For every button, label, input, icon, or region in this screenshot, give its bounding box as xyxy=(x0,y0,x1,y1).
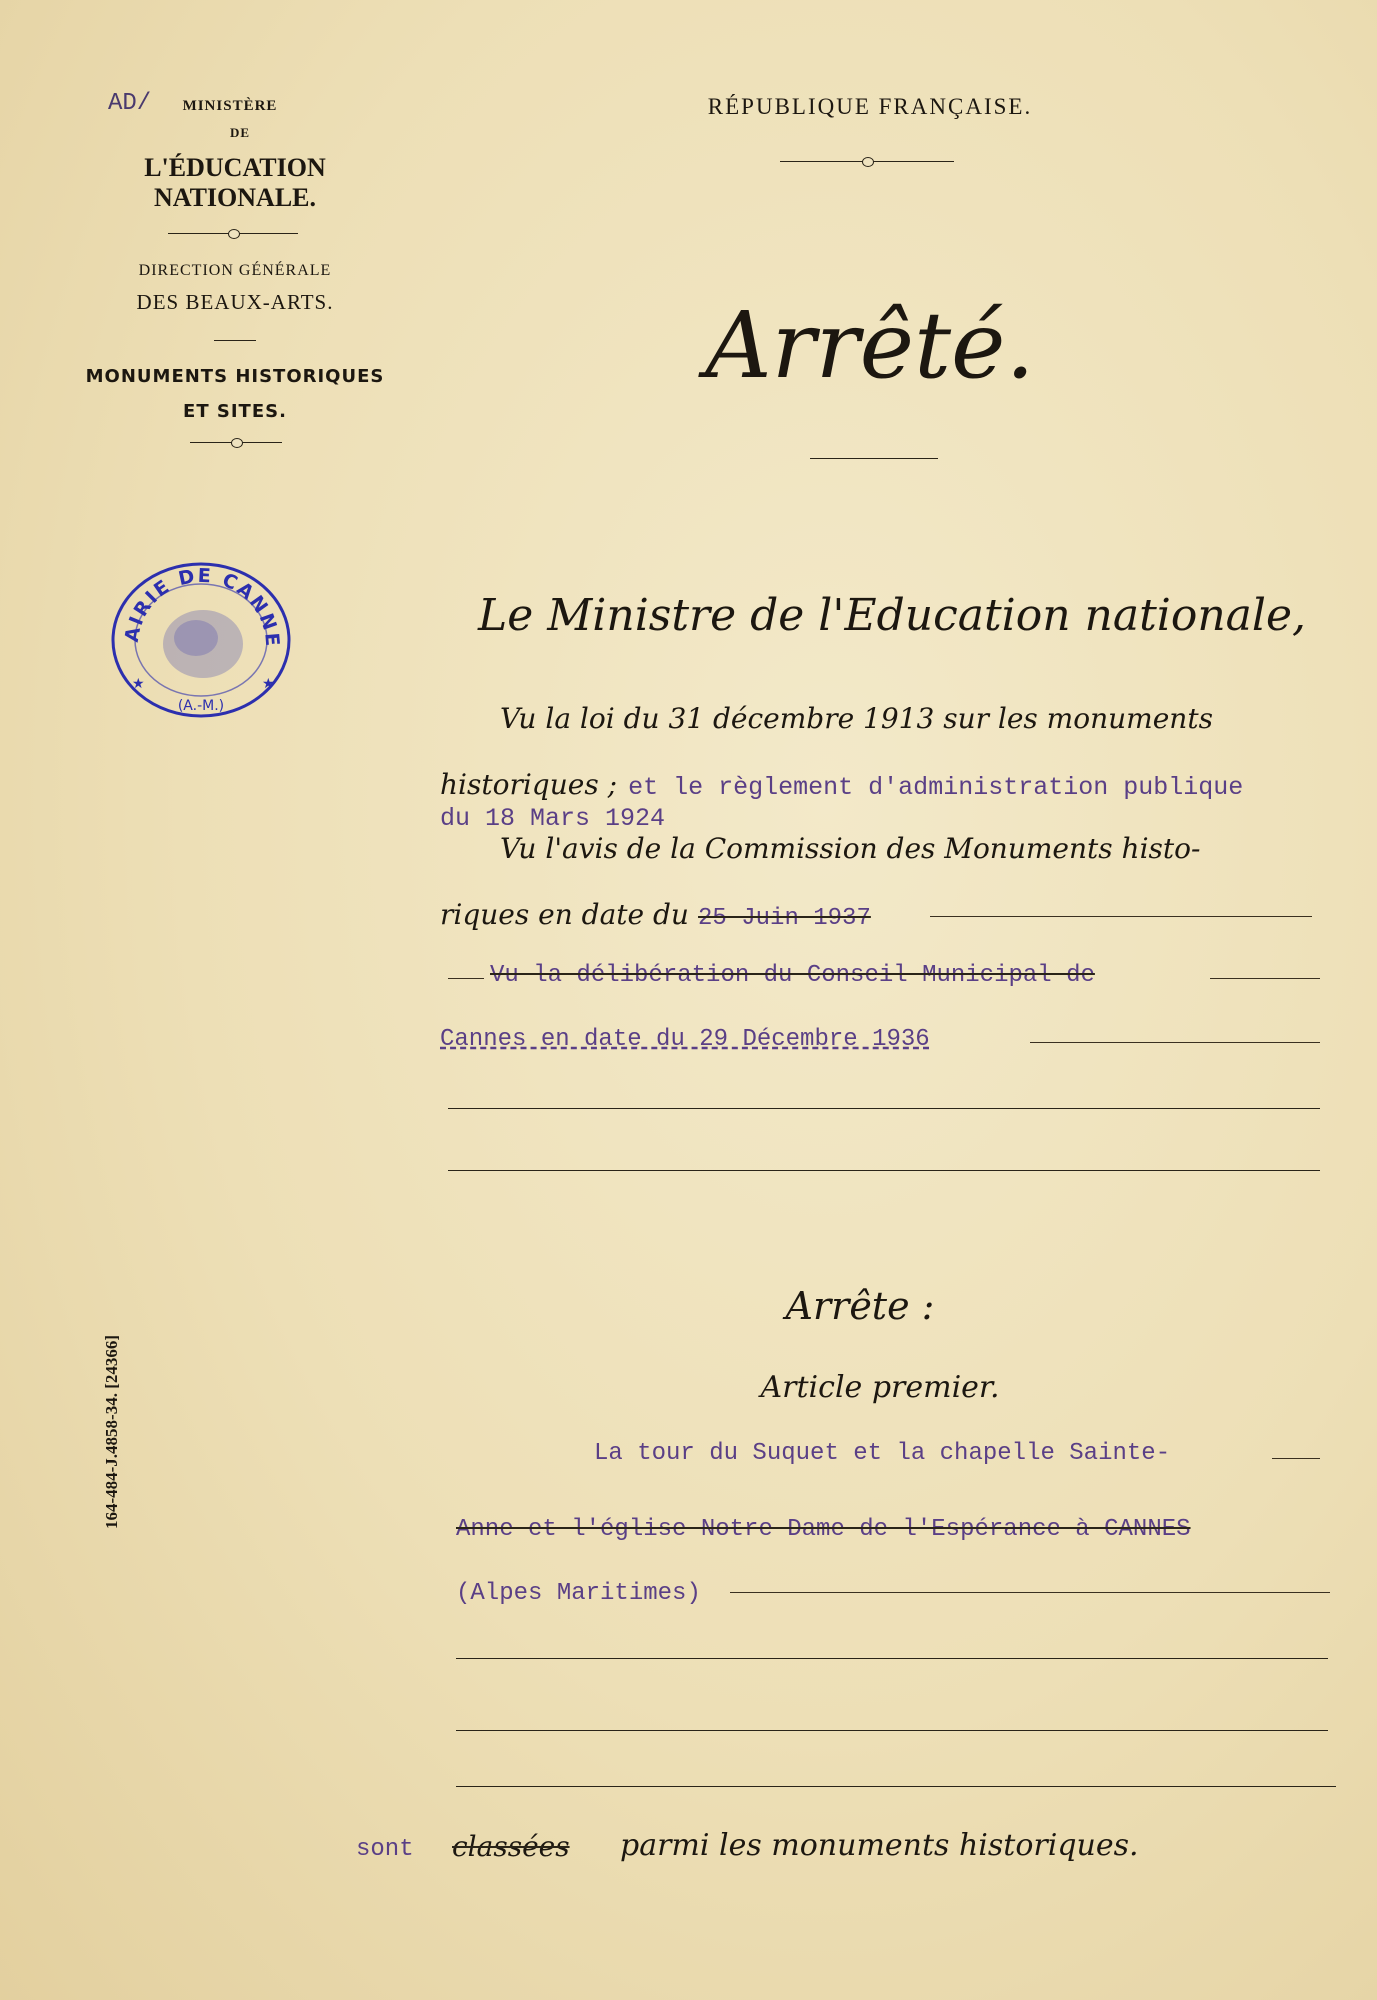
minister-line: Le Ministre de l'Education nationale, xyxy=(478,590,1307,641)
considerant-1-line2 xyxy=(440,768,1243,802)
fill-rule-1 xyxy=(930,916,1312,917)
margin-print-code-text: 164-484-J.4858-34. [24366] xyxy=(102,1334,121,1530)
considerant-2-script: Vu l'avis de la Commission des Monuments histo- xyxy=(500,832,1201,865)
direction-header xyxy=(60,262,410,315)
considerant-1-typed-b: du 18 Mars 1924 xyxy=(440,804,666,833)
conclusion-text: parmi les monuments historiques. xyxy=(620,1828,1139,1863)
stamp-seal-icon xyxy=(108,560,294,720)
page-title: Arrêté. xyxy=(705,292,1035,399)
ministry-line2: DE xyxy=(229,125,251,140)
fill-rule-2a xyxy=(448,978,484,979)
sont-word: sont xyxy=(356,1836,414,1863)
considerant-3-typed-a: Vu la délibération du Conseil Municipal de xyxy=(490,962,1095,989)
ministry-header xyxy=(60,98,410,213)
republic-header: RÉPUBLIQUE FRANÇAISE. xyxy=(707,94,1033,119)
considerant-1-script: Vu la loi du 31 décembre 1913 sur les monuments xyxy=(500,702,1213,735)
considerant-1-typed-a: et le règlement d'administration publique xyxy=(628,773,1244,802)
stamp-text: AIRIE DE CANNE xyxy=(120,564,284,649)
fill-rule-4 xyxy=(1272,1458,1320,1459)
decision-heading: Arrête : xyxy=(785,1284,935,1328)
svg-text:★: ★ xyxy=(262,676,275,692)
considerant-2-line2 xyxy=(440,898,871,932)
service-line1: MONUMENTS HISTORIQUES xyxy=(85,366,385,387)
blank-line-3 xyxy=(456,1658,1328,1659)
blank-line-4 xyxy=(456,1730,1328,1731)
mairie-stamp xyxy=(108,560,294,720)
object-line2: Anne et l'église Notre Dame de l'Espérance à CANNES xyxy=(456,1516,1191,1543)
classees-word: classées xyxy=(452,1830,570,1863)
ministry-line3: L'ÉDUCATION NATIONALE. xyxy=(144,153,326,212)
considerant-3-typed-b: Cannes en date du 29 Décembre 1936 xyxy=(440,1026,930,1053)
considerant-2-script-b: riques en date du xyxy=(440,898,689,931)
ornament-left-1 xyxy=(168,233,298,234)
direction-line2: DES BEAUX-ARTS. xyxy=(136,290,334,314)
considerant-2-typed: 25 Juin 1937 xyxy=(698,905,871,932)
title-underline xyxy=(810,458,938,459)
service-header xyxy=(60,366,410,422)
service-line2: ET SITES. xyxy=(183,401,287,422)
fill-rule-3 xyxy=(1030,1042,1320,1043)
ornament-left-3 xyxy=(190,442,282,443)
direction-line1: DIRECTION GÉNÉRALE xyxy=(138,262,332,279)
article-heading: Article premier. xyxy=(760,1370,1000,1405)
blank-line-2 xyxy=(448,1170,1320,1171)
fill-rule-2b xyxy=(1210,978,1320,979)
blank-line-1 xyxy=(448,1108,1320,1109)
considerant-1-script-b: historiques ; xyxy=(440,768,618,801)
blank-line-5 xyxy=(456,1786,1336,1787)
fill-rule-5 xyxy=(730,1592,1330,1593)
ministry-line1: MINISTÈRE xyxy=(182,98,278,114)
ref-mark: AD/ xyxy=(108,90,152,117)
object-line3: (Alpes Maritimes) xyxy=(456,1580,701,1607)
ornament-republic xyxy=(780,161,954,162)
stamp-sub: (A.-M.) xyxy=(177,698,225,714)
divider-left-2 xyxy=(214,340,256,341)
object-line1: La tour du Suquet et la chapelle Sainte- xyxy=(594,1440,1171,1467)
svg-text:★: ★ xyxy=(132,676,145,692)
